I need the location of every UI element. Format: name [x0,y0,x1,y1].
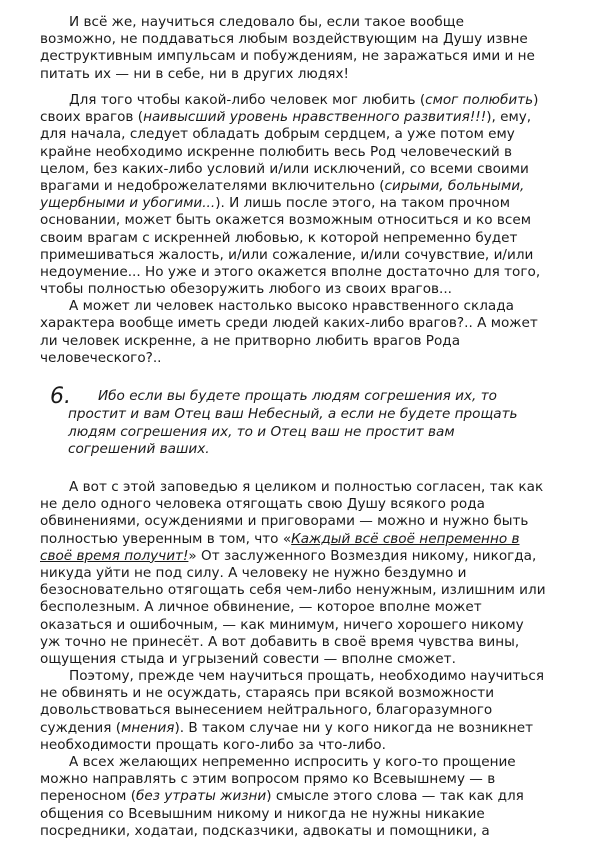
text-line [40,178,600,195]
text-line [68,441,600,459]
text-span: И всё же, научиться следовало бы, если такое вообще [69,14,464,30]
text-line [40,668,600,685]
text-line [40,823,600,840]
text-line [40,161,600,178]
text-line [40,126,600,143]
text-line [40,109,600,126]
text-span: целом, без каких-либо условий и/или исключений, со всеми своими [40,160,529,177]
text-span: безосновательно отягощать себя чем-либо ненужным, излишним или [40,582,546,599]
text-line [40,195,600,212]
text-line [40,315,600,332]
text-span: возможно, не поддаваться любым воздействующим на Душу извне [40,31,528,48]
text-span: Ибо если вы будете прощать людям согрешения их, то [98,388,497,404]
text-line [40,737,600,754]
text-line [40,247,600,264]
text-span: основании, может быть окажется возможным относиться и ко всем [40,212,532,229]
text-line [40,599,600,616]
text-span: не обвинять и не осуждать, стараясь при всякой возможности [40,685,495,702]
text-line [40,92,600,109]
text-line [40,685,600,702]
text-span: ), ему, [486,109,532,126]
text-line [40,230,600,247]
paragraph-1 [40,14,600,83]
text-span: бесполезным. А личное обвинение, — которое вполне может [40,599,482,616]
text-line [68,424,600,442]
text-line [40,806,600,823]
text-line [40,31,600,48]
text-span: человеческого?.. [40,349,162,366]
text-span: Поэтому, прежде чем научиться прощать, необходимо научиться [69,668,545,685]
text-span: своих врагов ( [40,109,144,126]
text-line [40,634,600,651]
text-line [68,406,600,424]
text-span: людям согрешения их, то и Отец ваш не простит вам [68,423,455,440]
text-line [40,48,600,65]
text-span: А вот с этой заповедью я целиком и полностью согласен, так как [69,479,544,495]
text-line [40,14,600,31]
text-line [40,788,600,805]
text-line [40,651,600,668]
text-span: » От заслуженного Возмездия никому, никогда, [188,547,537,564]
text-span: чтобы полностью обезоружить любого из своих врагов... [40,281,452,298]
text-line [40,496,600,513]
emphasis-text: ущербными и убогими... [40,195,216,212]
text-line [40,754,600,771]
text-span: общения со Всевышним никому и никогда не нужны никакие [40,805,485,822]
text-span: крайне необходимо искренне полюбить весь Род человеческий в [40,143,513,160]
text-line [40,264,600,281]
text-span: А может ли человек настолько высоко нравственного склада [69,298,514,315]
text-span: ощущения стыда и угрызений совести — вполне сможет. [40,650,456,667]
text-span: ). В таком случае ни у кого никогда не возникнет [174,719,534,736]
text-line [40,720,600,737]
scripture-quote [68,388,600,459]
text-line [40,617,600,634]
text-line [40,513,600,530]
text-span: согрешений ваших. [68,441,210,458]
text-span: ) [533,92,539,108]
text-span: ли человек искренне, а не притворно любить врагов Рода [40,332,461,349]
text-span: посредники, ходатаи, подсказчики, адвокаты и помощники, а [40,822,490,839]
text-span: А всех желающих непременно испросить у кого-то прощение [69,754,516,770]
emphasis-text: смог полюбить [425,92,534,108]
text-span: для начала, следует обладать добрым сердцем, а уже потом ему [40,126,515,143]
text-span: врагами и недоброжелателями включительно ( [40,177,385,194]
text-span: обвинениями, осуждениями и приговорами — можно и нужно быть [40,513,529,530]
emphasis-text: без утраты жизни [136,788,267,805]
paragraph-2 [40,92,600,367]
emphasis-text: Каждый всё своё непременно в [291,530,520,547]
text-span: характера вообще иметь среди людей каких-либо врагов?.. А может [40,315,538,332]
text-line [40,281,600,298]
text-span: питать их — ни в себе, ни в других людях! [40,65,349,82]
text-span: никуда уйти не под силу. А человеку не нужно бездумно и [40,564,467,581]
text-line [40,350,600,367]
text-line [40,479,600,496]
text-line [40,771,600,788]
text-span: ) смысле этого слова — так как для [266,788,524,805]
text-line [40,333,600,350]
text-span: уж точно не принесёт. А вот добавить в своё время чувства вины, [40,633,520,650]
text-span: недоумение... Но уже и этого окажется вполне достаточно для того, [40,263,541,280]
text-span: Для того чтобы какой-либо человек мог любить ( [69,92,426,108]
emphasis-text: наивысший уровень нравственного развития!!! [143,109,487,126]
text-line [40,582,600,599]
text-line [40,531,600,548]
text-span: довольствоваться вынесением нейтрального, благоразумного [40,702,493,719]
text-line [68,388,600,406]
text-line [40,144,600,161]
text-line [40,212,600,229]
text-span: суждения ( [40,719,122,736]
text-span: ). И лишь после этого, на таком прочном [215,195,510,212]
emphasis-text: своё время получит! [40,547,189,564]
text-span: можно направлять с этим вопросом прямо ко Всевышнему — в [40,771,496,788]
text-span: переносном ( [40,788,137,805]
text-span: полностью уверенным в том, что « [40,530,292,547]
text-line [40,548,600,565]
text-span: оказаться и ошибочным, — как минимум, ничего хорошего никому [40,616,524,633]
text-line [40,702,600,719]
text-span: своим врагам с искренней любовью, к которой непременно будет [40,229,518,246]
text-line [40,66,600,83]
text-span: примешиваться жалость, и/или сожаление, и/или сочувствие, и/или [40,246,534,263]
text-span: необходимости прощать кого-либо за что-либо. [40,736,386,753]
paragraph-3 [40,479,600,840]
text-span: простит и вам Отец ваш Небесный, а если не будете прощать [68,405,518,422]
text-line [40,298,600,315]
section-number: 6. [50,384,71,409]
emphasis-text: сирыми, больными, [384,177,525,194]
text-line [40,565,600,582]
emphasis-text: мнения [121,719,175,736]
text-span: деструктивным импульсам и побуждениям, не заражаться ими и не [40,48,535,65]
text-span: не дело одного человека отягощать свою Душу всякого рода [40,496,485,513]
